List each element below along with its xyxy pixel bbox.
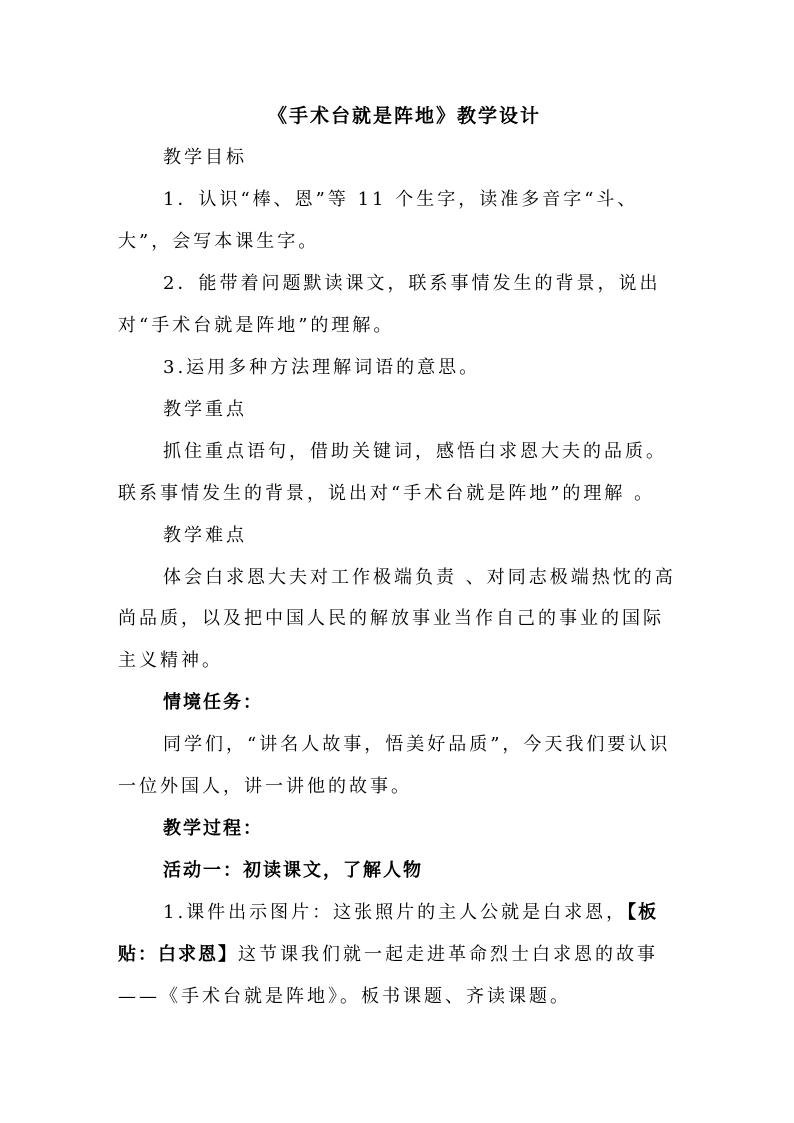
keypoints-line-1: 抓住重点语句，借助关键词，感悟白求恩大夫的品质。 — [163, 441, 667, 462]
goal-1-line-2: 大”，会写本课生字。 — [118, 231, 320, 252]
situation-line-1: 同学们，“讲名人故事，悟美好品质”，今天我们要认识 — [163, 734, 671, 755]
goal-2-line-2: 对“手术台就是阵地”的理解。 — [118, 315, 395, 336]
step-1-line-1 — [163, 901, 658, 925]
goal-1-line-1: 1．认识“棒、恩”等 11 个生字，读准多音字“斗、 — [163, 189, 639, 210]
step-1-line-2-bold: 贴：白求恩】 — [118, 944, 238, 965]
step-1-line-3: ——《手术台就是阵地》。板书课题、齐读课题。 — [118, 986, 571, 1007]
activity-1-heading: 活动一：初读课文，了解人物 — [163, 860, 423, 881]
step-1-line-1-text: 1.课件出示图片：这张照片的主人公就是白求恩， — [163, 902, 628, 923]
step-1-line-2-text: 这节课我们就一起走进革命烈士白求恩的故事 — [238, 944, 658, 965]
goal-3: 3.运用多种方法理解词语的意思。 — [163, 357, 481, 378]
step-1-line-1-bold: 【板 — [627, 902, 659, 923]
difficulty-heading: 教学难点 — [163, 525, 247, 546]
goals-heading: 教学目标 — [163, 147, 247, 168]
process-heading: 教学过程： — [163, 818, 263, 839]
difficulty-line-2: 尚品质，以及把中国人民的解放事业当作自己的事业的国际 — [118, 608, 664, 629]
difficulty-line-3: 主义精神。 — [118, 650, 223, 671]
document-title: 《手术台就是阵地》教学设计 — [268, 105, 542, 127]
step-1-line-2 — [118, 943, 658, 967]
keypoints-heading: 教学重点 — [163, 399, 247, 420]
situation-line-2: 一位外国人，讲一讲他的故事。 — [118, 776, 412, 797]
difficulty-line-1: 体会白求恩大夫对工作极端负责 、对同志极端热忱的高 — [163, 567, 676, 588]
keypoints-line-2: 联系事情发生的背景，说出对“手术台就是阵地”的理解 。 — [118, 483, 656, 504]
situation-heading: 情境任务： — [163, 692, 263, 713]
goal-2-line-1: 2．能带着问题默读课文，联系事情发生的背景，说出 — [163, 273, 661, 294]
